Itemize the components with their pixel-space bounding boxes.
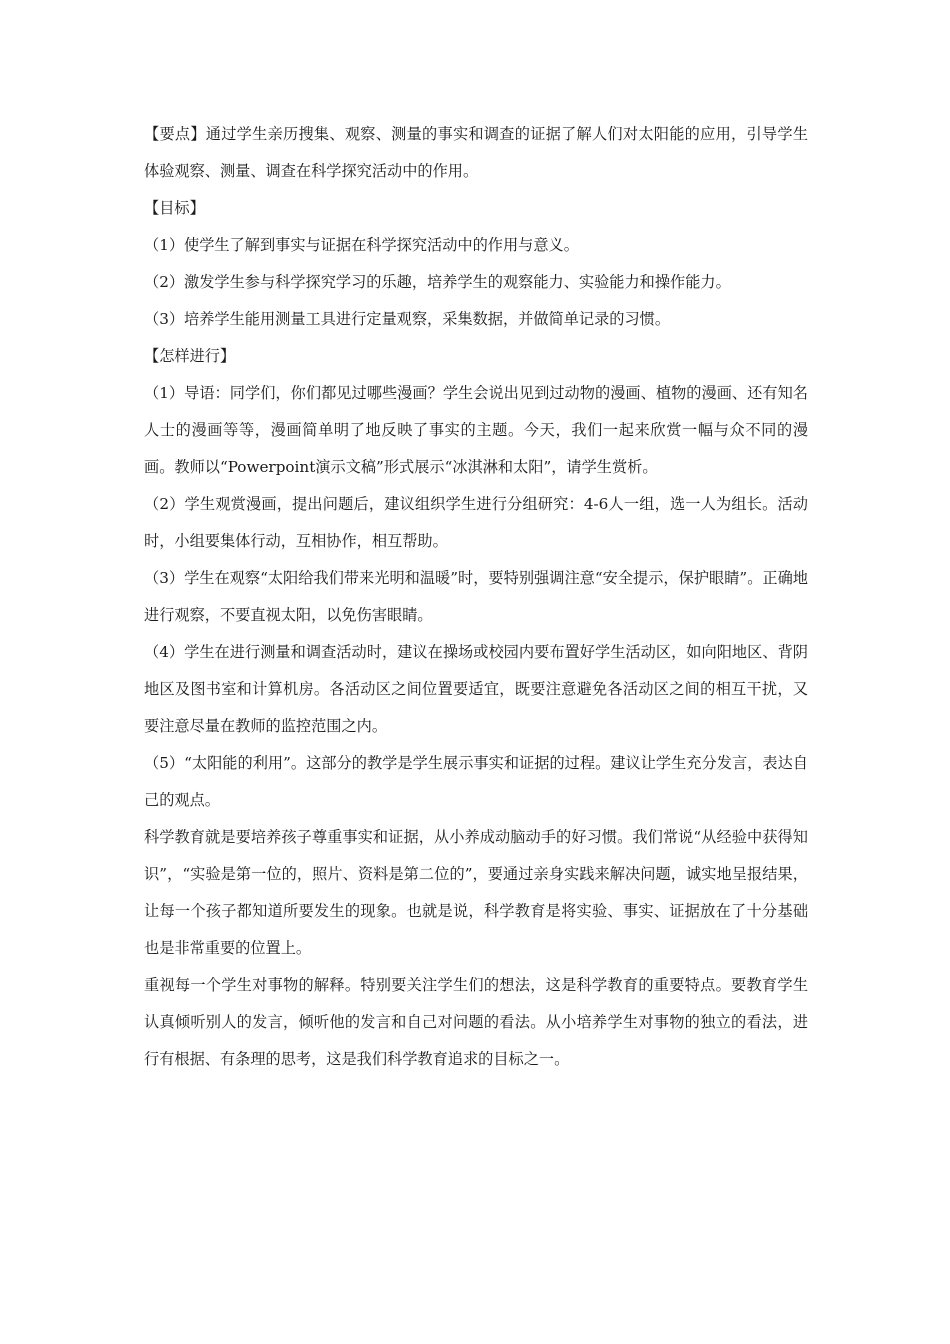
document-body [144,116,808,1078]
student-explanation-paragraph: 重视每一个学生对事物的解释。特别要关注学生们的想法，这是科学教育的重要特点。要教育学生认真倾听别人的发言，倾听他的发言和自己对问题的看法。从小培养学生对事物的独立的看法，进行有根据、有条理的思考，这是我们科学教育追求的目标之一。 [144,976,808,1068]
objective-item-3: （3）培养学生能用测量工具进行定量观察，采集数据，并做简单记录的习惯。 [144,310,671,328]
procedure-step-3: （3）学生在观察“太阳给我们带来光明和温暖”时，要特别强调注意“安全提示，保护眼睛”。正确地进行观察，不要直视太阳，以免伤害眼睛。 [144,569,808,624]
key-points-paragraph: 【要点】通过学生亲历搜集、观察、测量的事实和调查的证据了解人们对太阳能的应用，引导学生体验观察、测量、调查在科学探究活动中的作用。 [144,125,808,180]
objective-item-1: （1）使学生了解到事实与证据在科学探究活动中的作用与意义。 [144,236,579,254]
procedure-step-2: （2）学生观赏漫画，提出问题后，建议组织学生进行分组研究：4-6人一组，选一人为组长。活动时，小组要集体行动，互相协作，相互帮助。 [144,495,808,550]
procedure-step-5: （5）“太阳能的利用”。这部分的教学是学生展示事实和证据的过程。建议让学生充分发言，表达自己的观点。 [144,754,808,809]
science-education-paragraph: 科学教育就是要培养孩子尊重事实和证据，从小养成动脑动手的好习惯。我们常说“从经验中获得知识”，“实验是第一位的，照片、资料是第二位的”，要通过亲身实践来解决问题，诚实地呈报结果，让每一个孩子都知道所要发生的现象。也就是说，科学教育是将实验、事实、证据放在了十分基础也是非常重要的位置上。 [144,828,808,957]
procedure-step-1: （1）导语：同学们，你们都见过哪些漫画？学生会说出见到过动物的漫画、植物的漫画、还有知名人士的漫画等等，漫画简单明了地反映了事实的主题。今天，我们一起来欣赏一幅与众不同的漫画。教师以“Powerpoint演示文稿”形式展示“冰淇淋和太阳”，请学生赏析。 [144,384,808,476]
procedure-step-4: （4）学生在进行测量和调查活动时，建议在操场或校园内要布置好学生活动区，如向阳地区、背阴地区及图书室和计算机房。各活动区之间位置要适宜，既要注意避免各活动区之间的相互干扰，又要注意尽量在教师的监控范围之内。 [144,643,808,735]
objective-item-2: （2）激发学生参与科学探究学习的乐趣，培养学生的观察能力、实验能力和操作能力。 [144,273,731,291]
procedure-heading: 【怎样进行】 [144,347,236,365]
objectives-heading: 【目标】 [144,199,205,217]
